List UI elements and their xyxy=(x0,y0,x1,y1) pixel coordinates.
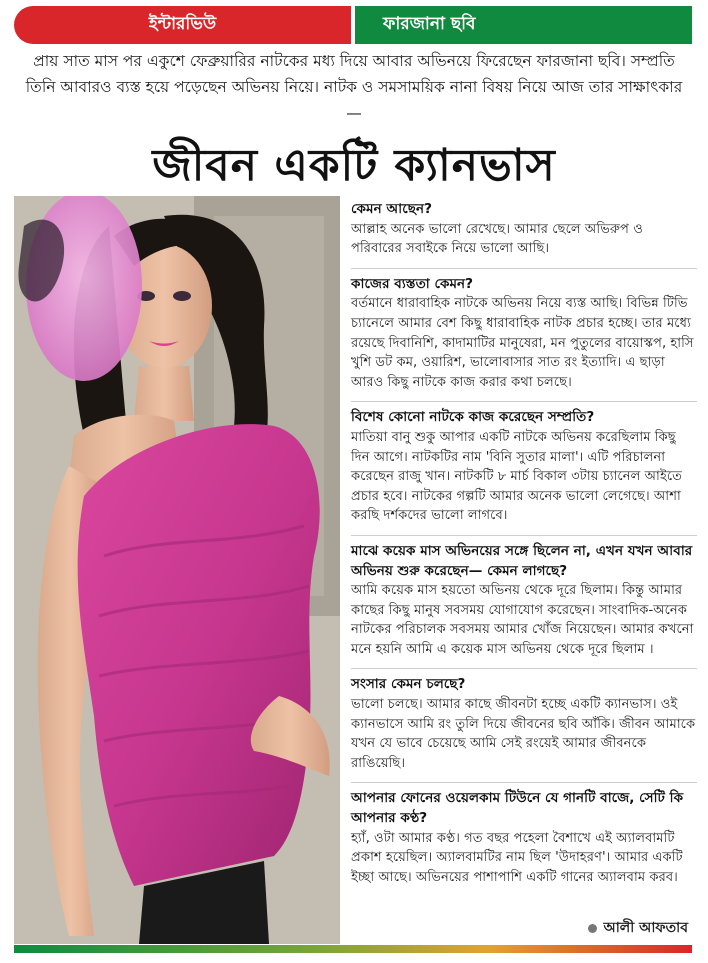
interviewee-name-label: ফারজানা ছবি xyxy=(355,6,692,44)
answer: আল্লাহ অনেক ভালো রেখেছে। আমার ছেলে অভিরুপ ও পরিবারের সবাইকে নিয়ে ভালো আছি। xyxy=(351,221,643,257)
qa-block xyxy=(351,275,697,393)
author-byline xyxy=(588,916,688,940)
question: কাজের ব্যস্ততা কেমন? xyxy=(351,275,474,292)
intro-paragraph: প্রায় সাত মাস পর একুশে ফেব্রুয়ারির নাটকের মধ্য দিয়ে আবার অভিনয়ে ফিরেছেন ফারজানা ছবি। সম্প্রতি তিনি আবারও ব্যস্ত হয়ে পড়েছেন অভিনয় নিয়ে। নাটক ও সমসাময়িক নানা বিষয় নিয়ে আজ তার সাক্ষাৎকার— xyxy=(25,52,683,122)
bullet-icon xyxy=(588,924,597,933)
qa-divider xyxy=(351,401,697,402)
qa-block xyxy=(351,200,697,259)
portrait-photo xyxy=(14,196,340,944)
qa-block xyxy=(351,789,697,887)
qa-divider xyxy=(351,535,697,536)
question: কেমন আছেন? xyxy=(351,201,432,217)
qa-divider xyxy=(351,268,697,269)
qa-block xyxy=(351,408,697,526)
answer: হ্যাঁ, ওটা আমার কণ্ঠ। গত বছর পহেলা বৈশাখে এই অ্যালবামটি প্রকাশ হয়েছিল। অ্যালবামটির নাম ছিল 'উদাহরণ'। আমার একটি ইচ্ছা আছে। অভিনয়ের পাশাপাশি একটি গানের অ্যালবাম করব। xyxy=(351,830,683,885)
section-header xyxy=(14,6,692,44)
answer: মাতিয়া বানু শুকু আপার একটি নাটকে অভিনয় করেছিলাম কিছু দিন আগে। নাটকটির নাম 'বিনি সুতার মালা'। এটি পরিচালনা করেছেন রাজু খান। নাটকটি ৮ মার্চ বিকাল ৩টায় চ্যানেল আইতে প্রচার হবে। নাটকের গল্পটি আমার অনেক ভালো লেগেছে। আশা করছি দর্শকদের ভালো লাগবে। xyxy=(351,429,683,524)
author-name: আলী আফতাব xyxy=(603,920,688,936)
interview-body xyxy=(351,200,697,896)
qa-block xyxy=(351,542,697,660)
qa-block xyxy=(351,675,697,773)
answer: বর্তমানে ধারাবাহিক নাটকে অভিনয় নিয়ে ব্যস্ত আছি। বিভিন্ন টিভি চ্যানেলে আমার বেশ কিছু ধারাবাহিক নাটক প্রচার হচ্ছে। তার মধ্যে রয়েছে দিবানিশি, কাদামাটির মানুষেরা, মন পুতুলের বায়োস্কপ, হাসি খুশি ডট কম, ওয়ারিশ, ভালোবাসার সাত রং ইত্যাদি। এ ছাড়া আরও কিছু নাটকে কাজ করার কথা চলছে। xyxy=(351,296,694,390)
qa-divider xyxy=(351,782,697,783)
portrait-illustration xyxy=(14,196,340,944)
section-label: ইন্টারভিউ xyxy=(14,6,351,44)
article-title: জীবন একটি ক্যানভাস xyxy=(152,140,556,191)
question: আপনার ফোনের ওয়েলকাম টিউনে যে গানটি বাজে, সেটি কি আপনার কণ্ঠ? xyxy=(351,790,684,827)
question: মাঝে কয়েক মাস অভিনয়ের সঙ্গে ছিলেন না, এখন যখন আবার অভিনয় শুরু করেছেন— কেমন লাগছে? xyxy=(351,542,693,579)
answer: ভালো চলছে। আমার কাছে জীবনটা হচ্ছে একটি ক্যানভাস। ওই ক্যানভাসে আমি রং তুলি দিয়ে জীবনের ছবি আঁকি। জীবন আমাকে যখন যে ভাবে চেয়েছে আমি সেই রংয়েই আমার জীবনকে রাঙিয়েছি। xyxy=(351,697,696,771)
question: সংসার কেমন চলছে? xyxy=(351,676,466,693)
footer-color-bar xyxy=(14,945,692,953)
answer: আমি কয়েক মাস হয়তো অভিনয় থেকে দূরে ছিলাম। কিন্তু আমার কাছের কিছু মানুষ সবসময় যোগাযোগ করেছেন। সাংবাদিক-অনেক নাটকের পরিচালক সবসময় আমার খোঁজ নিয়েছেন। আমার কখনো মনে হয়নি আমি এ কয়েক মাস অভিনয় থেকে দূরে ছিলাম । xyxy=(351,583,694,657)
qa-divider xyxy=(351,668,697,669)
question: বিশেষ কোনো নাটকে কাজ করেছেন সম্প্রতি? xyxy=(351,409,595,426)
